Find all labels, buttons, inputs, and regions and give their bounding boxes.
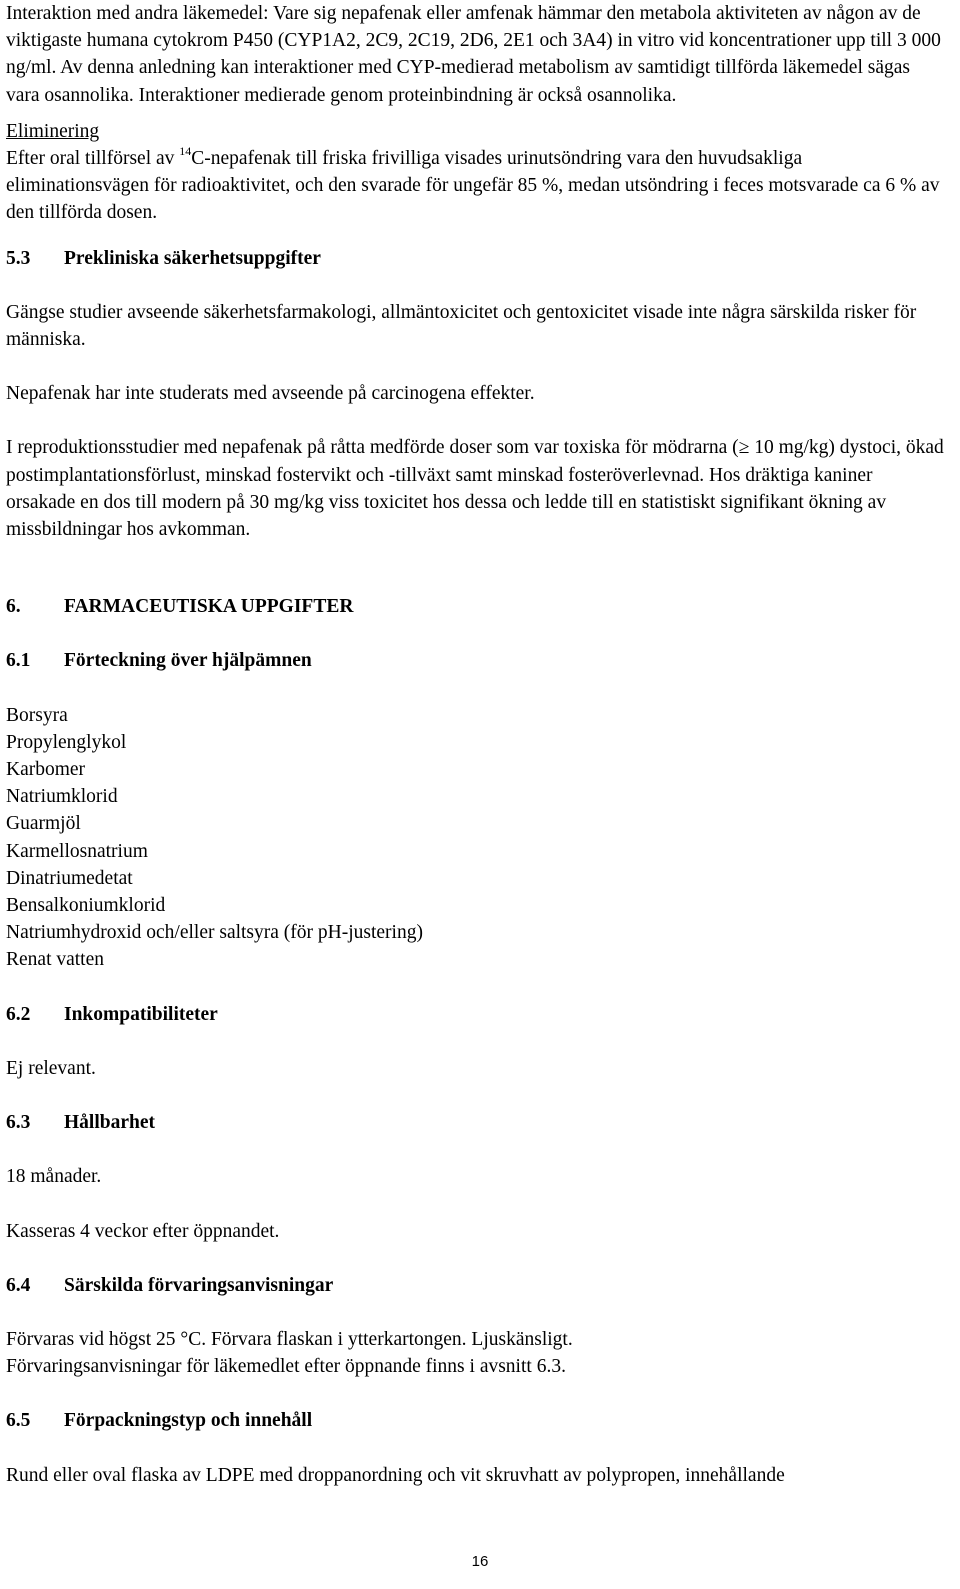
storage-line-1: Förvaras vid högst 25 °C. Förvara flaskan i ytterkartongen. Ljuskänsligt.: [6, 1328, 573, 1350]
list-item: Karbomer: [6, 759, 86, 781]
section-title: Särskilda förvaringsanvisningar: [64, 1274, 334, 1296]
section-6-4-heading: [6, 1272, 946, 1299]
preclinical-paragraph-3: I reproduktionsstudier med nepafenak på råtta medförde doser som var toxiska för mödrarna (≥ 10 mg/kg) dystoci, ökad postimplantationsförlust, minskad fostervikt och -tillväxt samt minskad fosteröverlevnad. Hos dräktiga kaniner orsakade en dos till modern på 30 mg/kg viss toxicitet hos dessa och ledde till en statistiskt signifikant ökning av missbildningar hos avkomman.: [6, 437, 944, 541]
section-number: 6.5: [6, 1410, 31, 1432]
section-6-3-heading: [6, 1109, 946, 1136]
discard-text: Kasseras 4 veckor efter öppnandet.: [6, 1220, 280, 1242]
package-text: Rund eller oval flaska av LDPE med droppanordning och vit skruvhatt av polypropen, innehållande: [6, 1464, 785, 1486]
document-page: [6, 0, 946, 1489]
section-5-3-heading: [6, 245, 946, 272]
list-item: Dinatriumedetat: [6, 867, 133, 889]
section-number: 6.1: [6, 650, 31, 672]
section-title: Inkompatibiliteter: [64, 1003, 218, 1025]
elimination-block: [6, 118, 946, 227]
isotope-superscript: 14: [179, 144, 192, 159]
section-title: Prekliniska säkerhetsuppgifter: [64, 247, 321, 269]
list-item: Guarmjöl: [6, 813, 81, 835]
list-item: Karmellosnatrium: [6, 840, 148, 862]
shelf-life-text: 18 månader.: [6, 1166, 102, 1188]
elimination-text-start: Efter oral tillförsel av: [6, 148, 180, 170]
elimination-text-rest: C-nepafenak till friska frivilliga visades urinutsöndring vara den huvudsakliga eliminationsvägen för radioaktivitet, och den svarade för ungefär 85 %, medan utsöndring i feces motsvarade ca 6 % av den tillförda dosen.: [6, 148, 940, 224]
section-6-2-heading: [6, 1001, 946, 1028]
section-title: Förteckning över hjälpämnen: [64, 650, 312, 672]
list-item: Borsyra: [6, 704, 68, 726]
section-title: FARMACEUTISKA UPPGIFTER: [64, 596, 354, 618]
section-number: 6.4: [6, 1274, 31, 1296]
section-6-5-heading: [6, 1407, 946, 1434]
section-number: 6.: [6, 596, 21, 618]
section-title: Förpackningstyp och innehåll: [64, 1410, 313, 1432]
list-item: Natriumklorid: [6, 786, 118, 808]
section-6-1-heading: [6, 647, 946, 674]
page-number: 16: [471, 1553, 489, 1570]
excipient-list: [6, 702, 946, 974]
elimination-paragraph: [6, 145, 946, 227]
preclinical-paragraph-1: Gängse studier avseende säkerhetsfarmakologi, allmäntoxicitet och gentoxicitet visade inte några särskilda risker för människa.: [6, 301, 917, 351]
storage-line-2: Förvaringsanvisningar för läkemedlet efter öppnande finns i avsnitt 6.3.: [6, 1356, 566, 1378]
list-item: Bensalkoniumklorid: [6, 895, 166, 917]
list-item: Natriumhydroxid och/eller saltsyra (för pH-justering): [6, 922, 423, 944]
preclinical-paragraph-2: Nepafenak har inte studerats med avseende på carcinogena effekter.: [6, 383, 535, 405]
interaction-paragraph: Interaktion med andra läkemedel: Vare sig nepafenak eller amfenak hämmar den metabola aktiviteten av någon av de viktigaste humana cytokrom P450 (CYP1A2, 2C9, 2C19, 2D6, 2E1 och 3A4) in vitro vid koncentrationer upp till 3 000 ng/ml. Av denna anledning kan interaktioner med CYP-medierad metabolism av samtidigt tillförda läkemedel sägas vara osannolika. Interaktioner medierade genom proteinbindning är också osannolika.: [6, 3, 941, 106]
section-title: Hållbarhet: [64, 1112, 155, 1134]
section-number: 5.3: [6, 247, 31, 269]
elimination-heading: Eliminering: [6, 120, 100, 142]
list-item: Renat vatten: [6, 949, 105, 971]
list-item: Propylenglykol: [6, 731, 127, 753]
incompatibility-text: Ej relevant.: [6, 1057, 96, 1079]
section-number: 6.2: [6, 1003, 31, 1025]
section-6-heading: [6, 593, 946, 620]
section-number: 6.3: [6, 1112, 31, 1134]
